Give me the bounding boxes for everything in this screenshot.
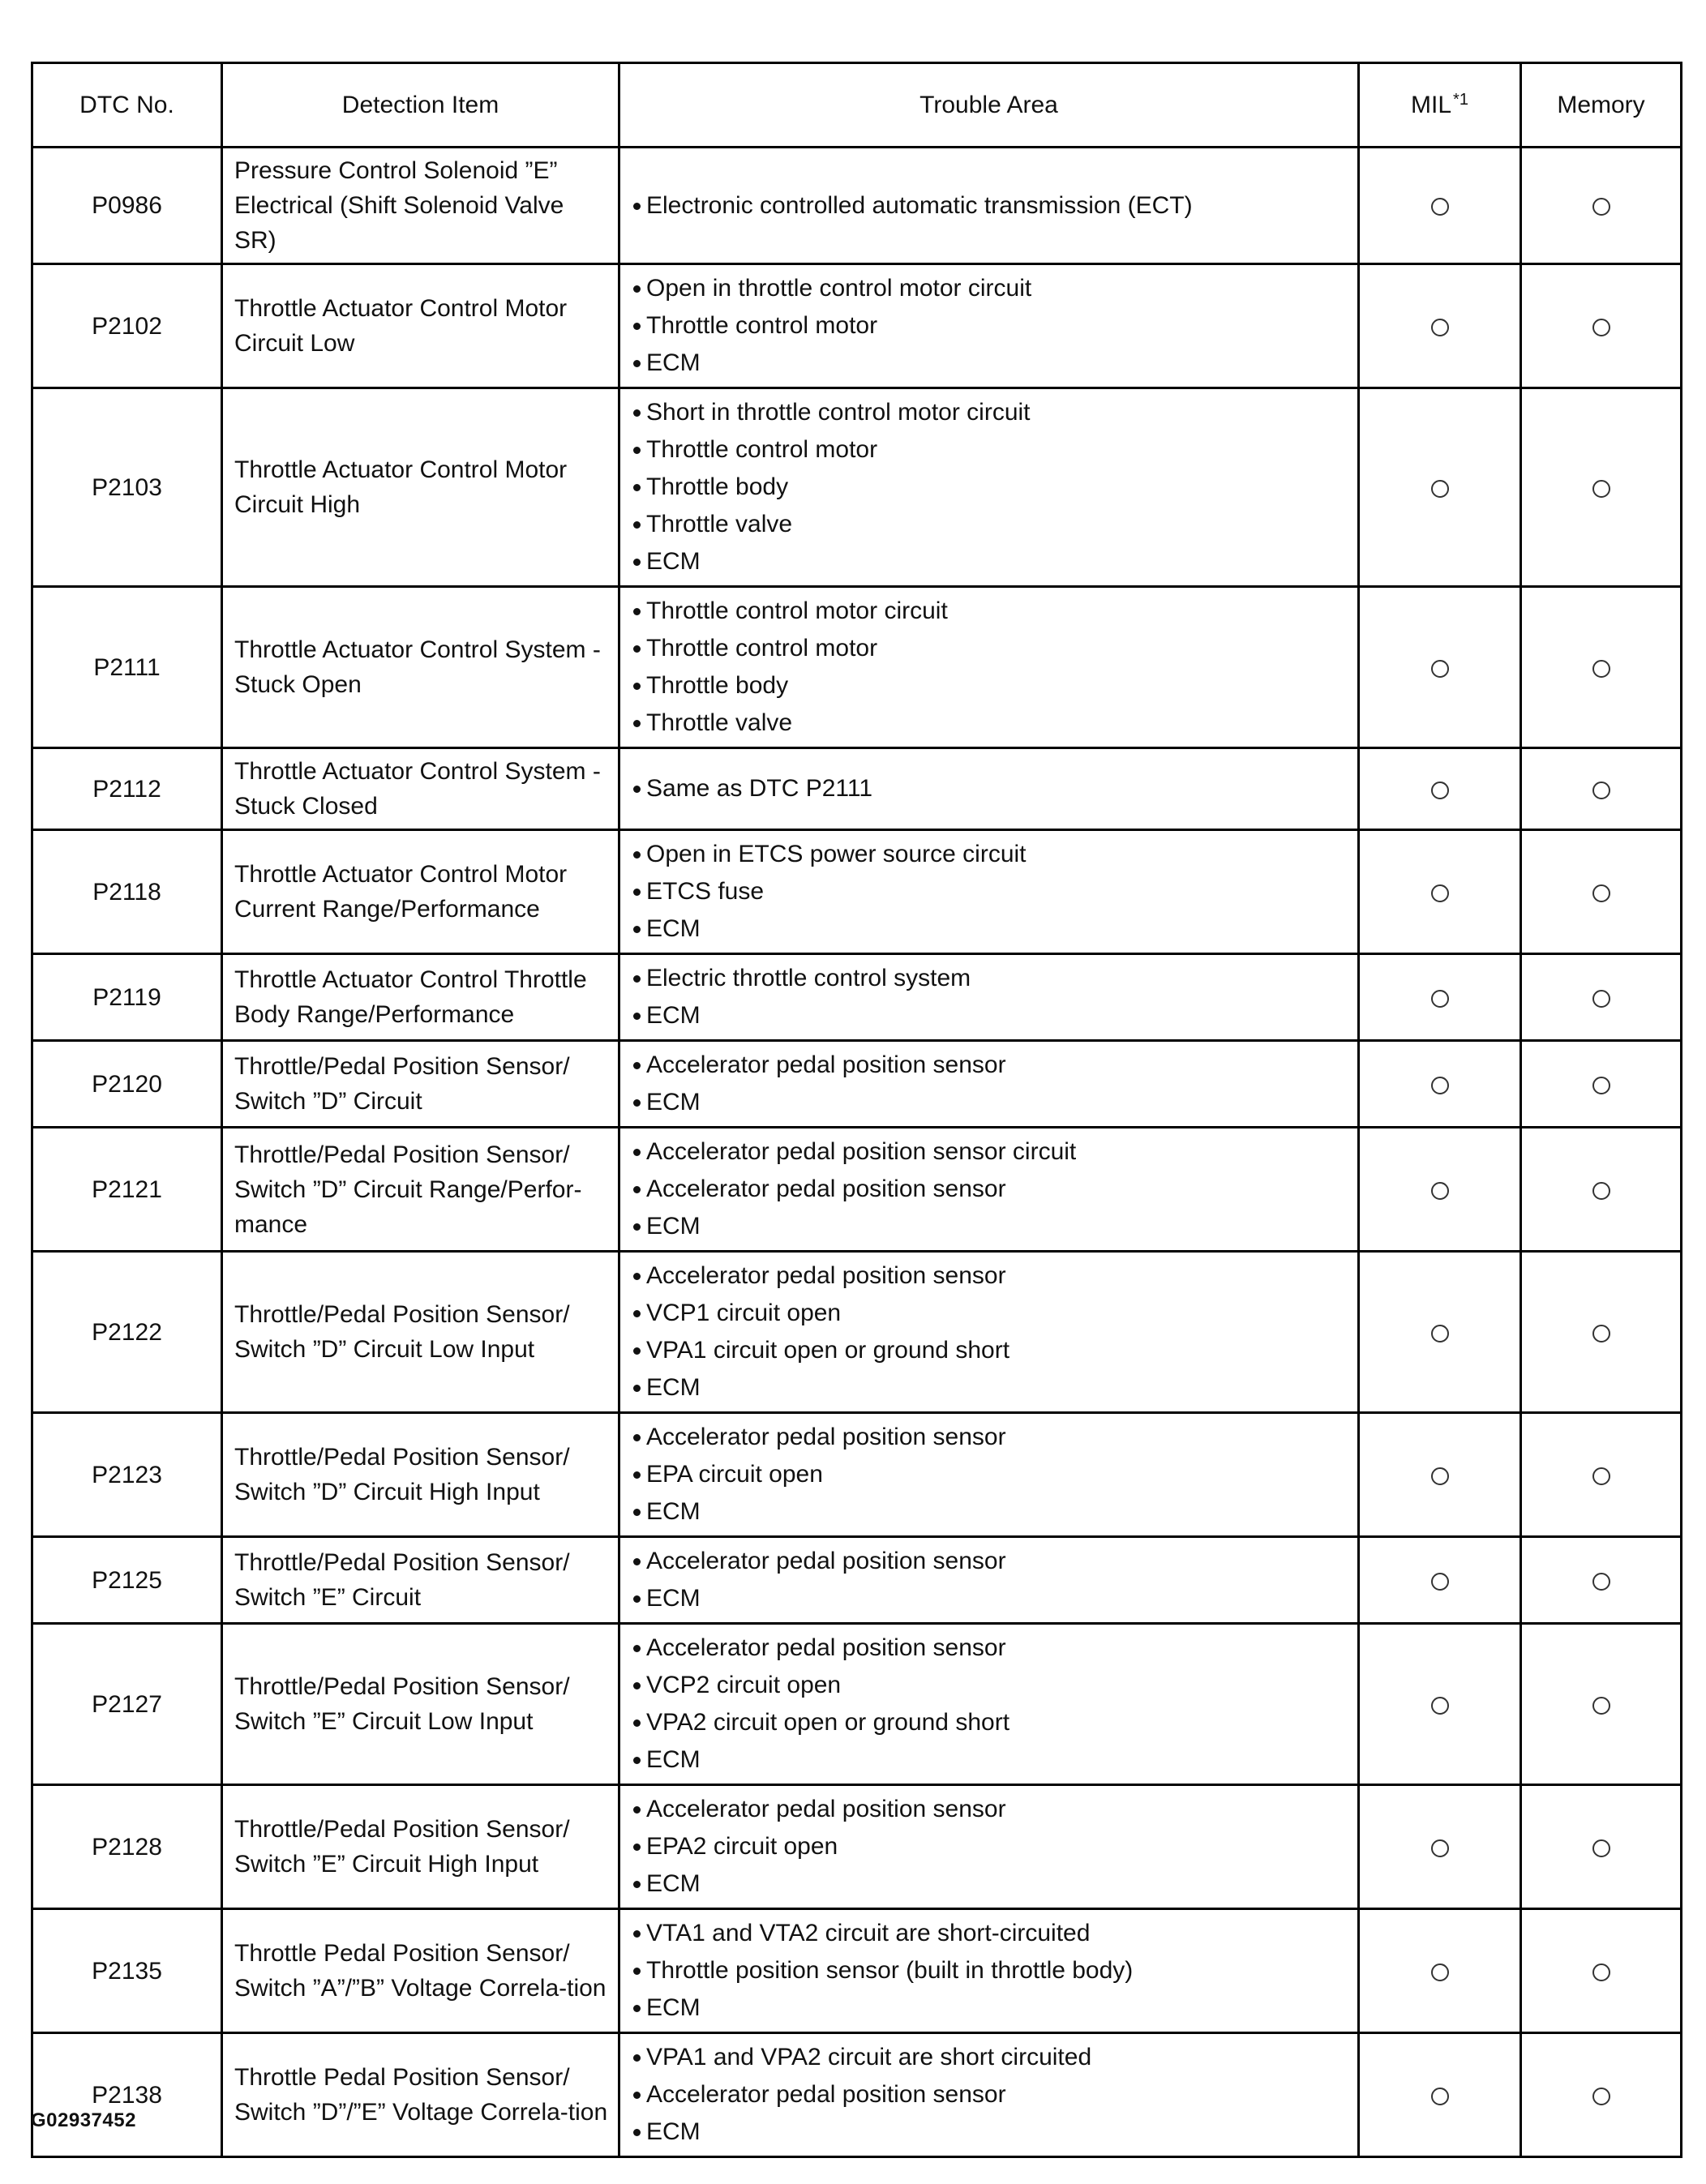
trouble-area-item: Accelerator pedal position sensor <box>632 1629 1348 1667</box>
memory-cell <box>1521 148 1682 264</box>
mil-circle-icon <box>1431 660 1449 678</box>
table-row <box>32 148 1682 264</box>
detection-item: Throttle/Pedal Position Sensor/ Switch ”E” Circuit High Input <box>222 1785 619 1909</box>
trouble-area-list <box>632 770 1348 807</box>
mil-circle-icon <box>1431 1325 1449 1343</box>
dtc-code: P2122 <box>92 1318 162 1346</box>
trouble-area-list <box>632 1915 1348 2027</box>
table-row <box>32 2033 1682 2157</box>
memory-circle-icon <box>1592 1077 1610 1094</box>
memory-cell <box>1521 748 1682 830</box>
detection-item: Throttle Actuator Control Motor Circuit Low <box>222 264 619 388</box>
trouble-area-item: ECM <box>632 1865 1348 1903</box>
memory-circle-icon <box>1592 2088 1610 2105</box>
trouble-area-list <box>632 1791 1348 1903</box>
dtc-code: P0986 <box>92 192 162 219</box>
memory-circle-icon <box>1592 198 1610 216</box>
memory-circle-icon <box>1592 1573 1610 1591</box>
trouble-area-item: Accelerator pedal position sensor <box>632 1171 1348 1208</box>
mil-circle-icon <box>1431 1467 1449 1485</box>
dtc-code: P2138 <box>92 2081 162 2109</box>
detection-item: Throttle Pedal Position Sensor/ Switch ”A”/”B” Voltage Correla-tion <box>222 1909 619 2033</box>
header-memory: Memory <box>1521 63 1682 148</box>
mil-circle-icon <box>1431 480 1449 498</box>
dtc-code-cell <box>32 264 222 388</box>
trouble-area-list <box>632 187 1348 225</box>
trouble-area-item: VPA2 circuit open or ground short <box>632 1704 1348 1741</box>
trouble-area-item: ECM <box>632 910 1348 948</box>
memory-cell <box>1521 1785 1682 1909</box>
trouble-area <box>619 148 1359 264</box>
trouble-area <box>619 264 1359 388</box>
dtc-code: P2112 <box>92 775 161 803</box>
trouble-area <box>619 1041 1359 1128</box>
trouble-area-item: ECM <box>632 1741 1348 1779</box>
mil-circle-icon <box>1431 782 1449 799</box>
memory-cell <box>1521 954 1682 1041</box>
dtc-code-cell <box>32 1041 222 1128</box>
trouble-area-item: Throttle control motor circuit <box>632 593 1348 630</box>
detection-item: Throttle/Pedal Position Sensor/ Switch ”D” Circuit Low Input <box>222 1252 619 1413</box>
table-row <box>32 1128 1682 1252</box>
trouble-area-item: Throttle body <box>632 667 1348 704</box>
dtc-code-cell <box>32 388 222 587</box>
memory-circle-icon <box>1592 1325 1610 1343</box>
dtc-code-cell <box>32 1624 222 1785</box>
memory-circle-icon <box>1592 990 1610 1008</box>
table-row <box>32 1537 1682 1624</box>
dtc-table <box>31 62 1682 2158</box>
trouble-area <box>619 2033 1359 2157</box>
table-row <box>32 1413 1682 1537</box>
detection-item: Pressure Control Solenoid ”E” Electrical (Shift Solenoid Valve SR) <box>222 148 619 264</box>
trouble-area-item: ETCS fuse <box>632 873 1348 910</box>
trouble-area <box>619 748 1359 830</box>
trouble-area-item: Accelerator pedal position sensor <box>632 1257 1348 1295</box>
trouble-area-item: Throttle body <box>632 469 1348 506</box>
mil-circle-icon <box>1431 990 1449 1008</box>
mil-circle-icon <box>1431 884 1449 902</box>
detection-item: Throttle/Pedal Position Sensor/ Switch ”D” Circuit <box>222 1041 619 1128</box>
trouble-area-item: VTA1 and VTA2 circuit are short-circuited <box>632 1915 1348 1952</box>
trouble-area-item: Accelerator pedal position sensor <box>632 1419 1348 1456</box>
dtc-code: P2119 <box>92 983 161 1011</box>
dtc-code: P2127 <box>92 1690 162 1718</box>
table-row <box>32 1785 1682 1909</box>
table-row <box>32 1909 1682 2033</box>
dtc-code: P2118 <box>92 878 161 906</box>
memory-circle-icon <box>1592 319 1610 336</box>
trouble-area-item: ECM <box>632 1084 1348 1121</box>
trouble-area-list <box>632 1133 1348 1245</box>
trouble-area-item: VCP1 circuit open <box>632 1295 1348 1332</box>
dtc-code: P2128 <box>92 1833 162 1861</box>
trouble-area-item: Throttle valve <box>632 704 1348 742</box>
trouble-area-item: VPA1 and VPA2 circuit are short circuited <box>632 2039 1348 2076</box>
memory-cell <box>1521 1624 1682 1785</box>
trouble-area-item: EPA circuit open <box>632 1456 1348 1493</box>
memory-cell <box>1521 388 1682 587</box>
trouble-area <box>619 1785 1359 1909</box>
dtc-code-cell <box>32 1252 222 1413</box>
trouble-area <box>619 1909 1359 2033</box>
trouble-area <box>619 587 1359 748</box>
mil-cell <box>1359 2033 1521 2157</box>
trouble-area <box>619 1252 1359 1413</box>
detection-item: Throttle Actuator Control System - Stuck Open <box>222 587 619 748</box>
table-row <box>32 1041 1682 1128</box>
mil-circle-icon <box>1431 2088 1449 2105</box>
trouble-area-item: Same as DTC P2111 <box>632 770 1348 807</box>
trouble-area-item: Short in throttle control motor circuit <box>632 394 1348 431</box>
memory-circle-icon <box>1592 1963 1610 1981</box>
mil-footnote-marker: *1 <box>1453 91 1468 109</box>
table-row <box>32 264 1682 388</box>
trouble-area-list <box>632 1419 1348 1531</box>
mil-cell <box>1359 954 1521 1041</box>
detection-item: Throttle Actuator Control Throttle Body Range/Performance <box>222 954 619 1041</box>
trouble-area-item: Throttle control motor <box>632 307 1348 345</box>
trouble-area-list <box>632 960 1348 1034</box>
table-row <box>32 1252 1682 1413</box>
mil-circle-icon <box>1431 1839 1449 1857</box>
table-row <box>32 830 1682 954</box>
memory-circle-icon <box>1592 1839 1610 1857</box>
trouble-area-list <box>632 836 1348 948</box>
header-detection-item: Detection Item <box>222 63 619 148</box>
memory-cell <box>1521 1128 1682 1252</box>
mil-cell <box>1359 148 1521 264</box>
trouble-area-item: Accelerator pedal position sensor circuit <box>632 1133 1348 1171</box>
header-mil <box>1359 63 1521 148</box>
trouble-area-list <box>632 394 1348 580</box>
dtc-code-cell <box>32 748 222 830</box>
dtc-code-cell <box>32 1785 222 1909</box>
trouble-area-item: ECM <box>632 1580 1348 1617</box>
mil-circle-icon <box>1431 1077 1449 1094</box>
header-row <box>32 63 1682 148</box>
dtc-code: P2103 <box>92 473 162 501</box>
dtc-code-cell <box>32 830 222 954</box>
trouble-area-item: ECM <box>632 2113 1348 2151</box>
dtc-code-cell <box>32 2033 222 2157</box>
dtc-code: P2121 <box>92 1176 162 1203</box>
memory-cell <box>1521 1041 1682 1128</box>
trouble-area-list <box>632 1047 1348 1121</box>
trouble-area-list <box>632 1257 1348 1407</box>
trouble-area-item: ECM <box>632 1208 1348 1245</box>
trouble-area <box>619 1413 1359 1537</box>
trouble-area-item: Throttle control motor <box>632 431 1348 469</box>
mil-cell <box>1359 264 1521 388</box>
memory-cell <box>1521 1252 1682 1413</box>
dtc-code-cell <box>32 148 222 264</box>
trouble-area-item: Accelerator pedal position sensor <box>632 1543 1348 1580</box>
dtc-code: P2120 <box>92 1070 162 1098</box>
memory-cell <box>1521 830 1682 954</box>
detection-item: Throttle Actuator Control Motor Current Range/Performance <box>222 830 619 954</box>
trouble-area-list <box>632 1629 1348 1779</box>
detection-item: Throttle/Pedal Position Sensor/ Switch ”D” Circuit Range/Perfor-mance <box>222 1128 619 1252</box>
memory-cell <box>1521 264 1682 388</box>
trouble-area-item: Accelerator pedal position sensor <box>632 2076 1348 2113</box>
mil-circle-icon <box>1431 1963 1449 1981</box>
trouble-area-item: Electric throttle control system <box>632 960 1348 997</box>
mil-cell <box>1359 1041 1521 1128</box>
trouble-area-item: Open in ETCS power source circuit <box>632 836 1348 873</box>
mil-cell <box>1359 1128 1521 1252</box>
trouble-area-item: ECM <box>632 345 1348 382</box>
trouble-area-item: ECM <box>632 1493 1348 1531</box>
mil-cell <box>1359 748 1521 830</box>
dtc-code-cell <box>32 1413 222 1537</box>
memory-cell <box>1521 1413 1682 1537</box>
trouble-area <box>619 1624 1359 1785</box>
trouble-area <box>619 1537 1359 1624</box>
memory-circle-icon <box>1592 1182 1610 1200</box>
table-row <box>32 954 1682 1041</box>
trouble-area-item: ECM <box>632 1369 1348 1407</box>
mil-circle-icon <box>1431 198 1449 216</box>
mil-cell <box>1359 388 1521 587</box>
trouble-area <box>619 1128 1359 1252</box>
dtc-code-cell <box>32 1909 222 2033</box>
trouble-area-item: ECM <box>632 1989 1348 2027</box>
memory-circle-icon <box>1592 480 1610 498</box>
trouble-area-list <box>632 593 1348 742</box>
memory-cell <box>1521 1909 1682 2033</box>
detection-item: Throttle Pedal Position Sensor/ Switch ”D”/”E” Voltage Correla-tion <box>222 2033 619 2157</box>
trouble-area-list <box>632 1543 1348 1617</box>
mil-cell <box>1359 1909 1521 2033</box>
trouble-area-item: Accelerator pedal position sensor <box>632 1791 1348 1828</box>
memory-circle-icon <box>1592 660 1610 678</box>
dtc-code: P2125 <box>92 1566 162 1594</box>
table-row <box>32 748 1682 830</box>
trouble-area-item: ECM <box>632 543 1348 580</box>
memory-cell <box>1521 587 1682 748</box>
trouble-area <box>619 388 1359 587</box>
mil-circle-icon <box>1431 1573 1449 1591</box>
trouble-area <box>619 954 1359 1041</box>
dtc-code-cell <box>32 954 222 1041</box>
mil-cell <box>1359 1785 1521 1909</box>
header-mil-label: MIL <box>1411 92 1452 118</box>
trouble-area-item: Open in throttle control motor circuit <box>632 270 1348 307</box>
dtc-code-cell <box>32 1537 222 1624</box>
detection-item: Throttle/Pedal Position Sensor/ Switch ”D” Circuit High Input <box>222 1413 619 1537</box>
table-row <box>32 587 1682 748</box>
trouble-area-item: Accelerator pedal position sensor <box>632 1047 1348 1084</box>
memory-cell <box>1521 1537 1682 1624</box>
mil-cell <box>1359 1413 1521 1537</box>
memory-circle-icon <box>1592 884 1610 902</box>
memory-cell <box>1521 2033 1682 2157</box>
table-row <box>32 388 1682 587</box>
trouble-area-item: EPA2 circuit open <box>632 1828 1348 1865</box>
mil-cell <box>1359 587 1521 748</box>
memory-circle-icon <box>1592 1697 1610 1715</box>
trouble-area-item: Electronic controlled automatic transmission (ECT) <box>632 187 1348 225</box>
dtc-code-cell <box>32 1128 222 1252</box>
dtc-code: P2135 <box>92 1957 162 1985</box>
mil-cell <box>1359 830 1521 954</box>
trouble-area-item: ECM <box>632 997 1348 1034</box>
trouble-area-item: Throttle valve <box>632 506 1348 543</box>
dtc-code: P2123 <box>92 1461 162 1488</box>
detection-item: Throttle Actuator Control Motor Circuit High <box>222 388 619 587</box>
trouble-area-list <box>632 270 1348 382</box>
detection-item: Throttle Actuator Control System - Stuck Closed <box>222 748 619 830</box>
memory-circle-icon <box>1592 782 1610 799</box>
mil-circle-icon <box>1431 319 1449 336</box>
dtc-code-cell <box>32 587 222 748</box>
trouble-area-item: VCP2 circuit open <box>632 1667 1348 1704</box>
memory-circle-icon <box>1592 1467 1610 1485</box>
header-dtc-no: DTC No. <box>32 63 222 148</box>
trouble-area-item: Throttle control motor <box>632 630 1348 667</box>
detection-item: Throttle/Pedal Position Sensor/ Switch ”E” Circuit Low Input <box>222 1624 619 1785</box>
table-row <box>32 1624 1682 1785</box>
figure-id: G02937452 <box>31 2109 136 2131</box>
trouble-area-list <box>632 2039 1348 2151</box>
trouble-area-item: VPA1 circuit open or ground short <box>632 1332 1348 1369</box>
header-trouble-area: Trouble Area <box>619 63 1359 148</box>
detection-item: Throttle/Pedal Position Sensor/ Switch ”E” Circuit <box>222 1537 619 1624</box>
trouble-area-item: Throttle position sensor (built in throttle body) <box>632 1952 1348 1989</box>
trouble-area <box>619 830 1359 954</box>
mil-cell <box>1359 1624 1521 1785</box>
mil-cell <box>1359 1252 1521 1413</box>
dtc-code: P2111 <box>93 653 161 681</box>
mil-circle-icon <box>1431 1182 1449 1200</box>
mil-cell <box>1359 1537 1521 1624</box>
mil-circle-icon <box>1431 1697 1449 1715</box>
dtc-code: P2102 <box>92 312 162 340</box>
